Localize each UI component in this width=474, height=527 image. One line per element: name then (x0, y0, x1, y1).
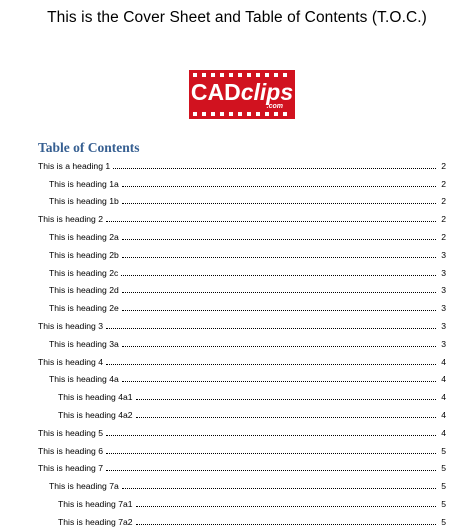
toc-dot-leader (122, 310, 436, 311)
toc-page-number: 5 (441, 445, 446, 456)
toc-entry[interactable] (38, 491, 446, 509)
toc-entry[interactable] (38, 349, 446, 367)
toc-dot-leader (106, 221, 436, 222)
toc-dot-leader (122, 292, 436, 293)
toc-page-number: 2 (441, 196, 446, 207)
toc-dot-leader (122, 488, 436, 489)
toc-entry[interactable] (38, 189, 446, 207)
toc-dot-leader (122, 239, 436, 240)
toc-dot-leader (122, 186, 436, 187)
toc-entry[interactable] (38, 456, 446, 474)
toc-page-number: 3 (441, 267, 446, 278)
toc-page-number: 5 (441, 463, 446, 474)
toc-entry-label: This is heading 6 (38, 445, 103, 456)
toc-entry-label: This is heading 7a1 (58, 498, 133, 509)
toc-entry[interactable] (38, 153, 446, 171)
toc-dot-leader (106, 453, 436, 454)
toc-page-number: 5 (441, 481, 446, 492)
toc-heading: Table of Contents (38, 140, 140, 155)
toc-page-number: 4 (441, 374, 446, 385)
toc-page-number: 5 (441, 498, 446, 509)
toc-dot-leader (106, 435, 436, 436)
toc-page-number: 4 (441, 427, 446, 438)
toc-entry-label: This is heading 7 (38, 463, 103, 474)
toc-dot-leader (106, 364, 436, 365)
page-title: This is the Cover Sheet and Table of Contents (T.O.C.) (47, 9, 427, 26)
toc-entry-label: This is heading 4a (49, 374, 119, 385)
toc-entry[interactable] (38, 206, 446, 224)
toc-page-number: 4 (441, 356, 446, 367)
toc-entry[interactable] (38, 224, 446, 242)
toc-dot-leader (106, 328, 436, 329)
toc-page-number: 2 (441, 231, 446, 242)
toc-entry-label: This is heading 3a (49, 338, 119, 349)
toc-dot-leader (122, 257, 436, 258)
toc-entry[interactable] (38, 171, 446, 189)
toc-entry[interactable] (38, 242, 446, 260)
toc-dot-leader (136, 524, 436, 525)
toc-entry-label: This is heading 1b (49, 196, 119, 207)
toc-page-number: 4 (441, 409, 446, 420)
toc-page-number: 2 (441, 160, 446, 171)
logo-domain: .com (266, 103, 283, 110)
toc-page-number: 5 (441, 516, 446, 527)
logo-word-cad: CAD (190, 79, 241, 105)
toc-dot-leader (121, 275, 436, 276)
toc-entry[interactable] (38, 473, 446, 491)
toc-entry-label: This is heading 2e (49, 303, 119, 314)
toc-entry-label: This is heading 7a2 (58, 516, 133, 527)
toc-page-number: 3 (441, 320, 446, 331)
toc-entry-label: This is heading 2c (49, 267, 119, 278)
toc-entry[interactable] (38, 384, 446, 402)
toc-entry[interactable] (38, 278, 446, 296)
toc-entry-label: This is heading 4a2 (58, 409, 133, 420)
toc-entry[interactable] (38, 313, 446, 331)
toc-entry[interactable] (38, 438, 446, 456)
film-perforation-bottom (193, 112, 291, 116)
toc-dot-leader (136, 417, 436, 418)
toc-page-number: 3 (441, 285, 446, 296)
logo-wordmark (189, 79, 295, 105)
toc-list (38, 153, 446, 527)
toc-entry-label: This is heading 4a1 (58, 392, 133, 403)
toc-dot-leader (136, 399, 436, 400)
toc-page-number: 3 (441, 249, 446, 260)
toc-entry-label: This is heading 7a (49, 481, 119, 492)
toc-entry-label: This is heading 2b (49, 249, 119, 260)
toc-page-number: 3 (441, 303, 446, 314)
toc-entry-label: This is heading 4 (38, 356, 103, 367)
cadclips-logo (189, 70, 295, 119)
toc-page-number: 2 (441, 214, 446, 225)
toc-entry[interactable] (38, 402, 446, 420)
toc-dot-leader (122, 381, 436, 382)
film-perforation-top (193, 73, 291, 77)
toc-entry-label: This is heading 2a (49, 231, 119, 242)
toc-page-number: 2 (441, 178, 446, 189)
toc-entry[interactable] (38, 331, 446, 349)
toc-entry-label: This is heading 5 (38, 427, 103, 438)
toc-entry-label: This is heading 3 (38, 320, 103, 331)
toc-dot-leader (122, 346, 436, 347)
toc-entry[interactable] (38, 509, 446, 527)
toc-entry[interactable] (38, 260, 446, 278)
toc-dot-leader (122, 203, 436, 204)
toc-entry[interactable] (38, 295, 446, 313)
toc-page-number: 3 (441, 338, 446, 349)
toc-dot-leader (136, 506, 436, 507)
toc-page-number: 4 (441, 392, 446, 403)
toc-dot-leader (106, 470, 436, 471)
toc-entry-label: This is heading 2 (38, 214, 103, 225)
toc-entry-label: This is a heading 1 (38, 160, 111, 171)
logo-word-clips: clips (240, 79, 294, 105)
toc-entry-label: This is heading 1a (49, 178, 119, 189)
toc-entry[interactable] (38, 420, 446, 438)
toc-entry-label: This is heading 2d (49, 285, 119, 296)
toc-dot-leader (113, 168, 436, 169)
toc-entry[interactable] (38, 367, 446, 385)
